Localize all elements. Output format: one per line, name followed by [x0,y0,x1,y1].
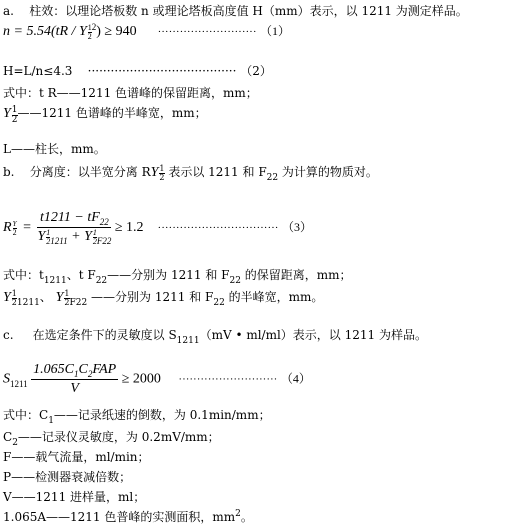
definition-Y-half: Y $\frac{1}{2}$ ——1211 色谱峰的半峰宽，mm； [3,105,207,125]
definition-P: P——检测器衰减倍数； [3,470,132,484]
equation-1: n = 5.54(tR / Y $\frac{1}{2}$ $^2$) ≥ 940 ··························· （1） [3,22,291,41]
definition-Y-1211: Y $\frac{1}{2}$ $_{1211}$、 Y $\frac{1}{2}$ $_{F22}$ ——分别为 1211 和 $F_{22}$ 的半峰宽，mm。 [3,289,324,308]
item-c: c. 在选定条件下的灵敏度以 $S_{1211}(mV$ • ml/ml）表示，以 1211 为样品。 [3,328,427,346]
eq1-right: ) ≥ 940 [96,24,137,39]
definition-C1: 式中：$C_1——$记录纸速的倒数，为 0.1min/mm； [3,408,271,426]
leader-dots: ······································· [87,64,237,78]
eq2-text: H=L/n≤4.3 [3,64,73,78]
definition-L: L——柱长，mm。 [3,142,106,156]
definition-t1211: 式中：$t_{1211}$、t $F_{22}——$分别为 1211 和 $F_{22}$ 的保留距离，mm； [3,268,352,286]
fraction: $\frac{1.065C_1C_2FAP}{V}$ [33,362,117,396]
definition-tR: 式中：t R——1211 色谱峰的保留距离，mm； [3,86,258,100]
half-fraction: $\frac{1}{2}$ [87,23,92,41]
eq1-left: n = 5.54(tR / Y [3,24,87,39]
leader-dots: ··························· [157,26,257,38]
definition-F: F——载气流量，ml/min； [3,450,150,464]
equation-number: （1） [260,24,291,38]
definition-C2: $C_2——$记录仪灵敏度，为 0.2mV/mm； [3,430,220,448]
definition-V: V——1211 进样量，ml； [3,490,146,504]
equation-4: $S_{1211}$ $\frac{1.065C_1C_2FAP}{V}$ ≥ 2000 ··························· （4） [3,362,311,396]
item-b: b. 分离度：以半宽分离 RY $\frac{1}{2}$ 表示以 1211 和 $F_{22}$ 为计算的物质对。 [3,164,378,183]
item-a [3,4,468,18]
fraction: $t1211 - tF_{22}$ Y $\frac{1}{2}$ $_{1211}$ + Y $\frac{1}{2}$ $_{F22}$ [37,210,112,246]
equation-number: （2） [240,64,272,78]
item-text: 柱效：以理论塔板数 n 或理论塔板高度值 H（mm）表示，以 1211 为测定样品。 [29,4,468,18]
equation-3: R $\frac{Y}{2}$ = $t1211 - tF_{22}$ Y $\frac{1}{2}$ $_{1211}$ + Y $\frac{1}{2}$ $_{F22}$ ≥ 1.2 ································· （3） [3,210,312,246]
equation-2 [3,64,272,78]
item-label: a. [3,4,14,18]
definition-A: 1.065A——1211 色普峰的实测面积，$mm^2$。 [3,509,253,524]
